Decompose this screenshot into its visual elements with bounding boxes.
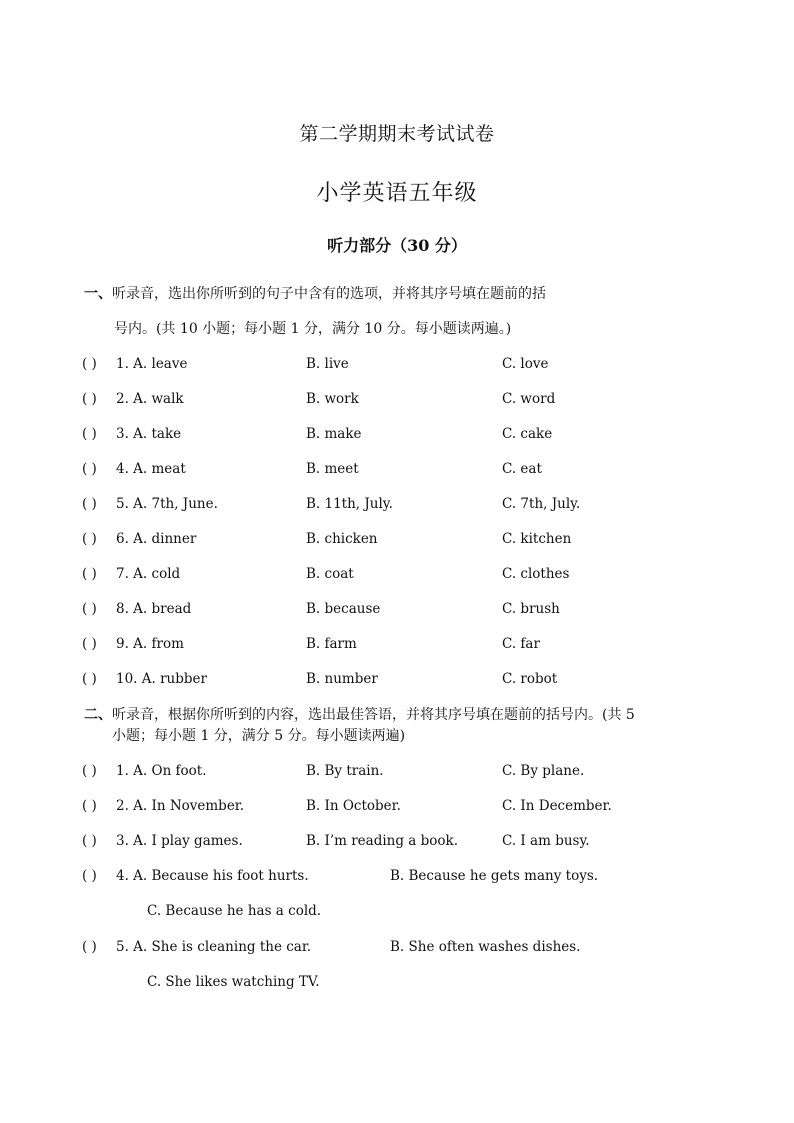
option-a: 2. A. walk xyxy=(116,391,184,407)
option-c: C. robot xyxy=(502,671,558,687)
subject-title: 小学英语五年级 xyxy=(316,181,478,206)
exam-title: 第二学期期末考试试卷 xyxy=(299,123,495,145)
option-b: B. Because he gets many toys. xyxy=(390,868,599,884)
question-row xyxy=(82,528,722,550)
option-c: C. brush xyxy=(502,601,560,617)
question-row xyxy=(82,458,722,480)
option-b: B. make xyxy=(306,426,362,442)
question-row xyxy=(82,423,722,445)
option-b: B. coat xyxy=(306,566,354,582)
option-c: C. She likes watching TV. xyxy=(147,974,320,990)
option-b: B. chicken xyxy=(306,531,378,547)
option-a: 2. A. In November. xyxy=(116,798,245,814)
answer-blank[interactable]: ( ) xyxy=(82,833,97,849)
question-row xyxy=(82,936,722,958)
answer-blank[interactable]: ( ) xyxy=(82,601,97,617)
question-row xyxy=(82,353,722,375)
option-a: 10. A. rubber xyxy=(116,671,207,687)
option-c: C. In December. xyxy=(502,798,612,814)
option-a: 8. A. bread xyxy=(116,601,192,617)
answer-blank[interactable]: ( ) xyxy=(82,531,97,547)
section1-instruction-line1: 听录音，选出你所听到的句子中含有的选项，并将其序号填在题前的括 xyxy=(112,286,546,302)
option-b: B. meet xyxy=(306,461,359,477)
option-c: C. eat xyxy=(502,461,542,477)
option-b: B. By train. xyxy=(306,763,384,779)
section2-instruction-line1: 听录音，根据你所听到的内容，选出最佳答语，并将其序号填在题前的括号内。(共 5 xyxy=(112,707,635,723)
question-row xyxy=(82,795,722,817)
option-b: B. because xyxy=(306,601,381,617)
answer-blank[interactable]: ( ) xyxy=(82,496,97,512)
option-c: C. kitchen xyxy=(502,531,572,547)
option-c: C. 7th, July. xyxy=(502,496,581,512)
option-b: B. live xyxy=(306,356,349,372)
answer-blank[interactable]: ( ) xyxy=(82,356,97,372)
question-row xyxy=(82,598,722,620)
option-b: B. In October. xyxy=(306,798,401,814)
section1-number: 一、 xyxy=(84,286,112,302)
option-a: 4. A. meat xyxy=(116,461,186,477)
question-row xyxy=(82,668,722,690)
answer-blank[interactable]: ( ) xyxy=(82,671,97,687)
option-b: B. I’m reading a book. xyxy=(306,833,459,849)
option-a: 5. A. She is cleaning the car. xyxy=(116,939,312,955)
answer-blank[interactable]: ( ) xyxy=(82,391,97,407)
section1-instruction-line2: 号内。(共 10 小题；每小题 1 分，满分 10 分。每小题读两遍。) xyxy=(114,321,512,337)
option-b: B. number xyxy=(306,671,378,687)
section2-number: 二、 xyxy=(84,707,112,723)
question-row xyxy=(82,865,722,887)
answer-blank[interactable]: ( ) xyxy=(82,763,97,779)
answer-blank[interactable]: ( ) xyxy=(82,566,97,582)
option-a: 1. A. On foot. xyxy=(116,763,207,779)
question-row xyxy=(82,633,722,655)
option-a: 3. A. take xyxy=(116,426,182,442)
option-a: 3. A. I play games. xyxy=(116,833,243,849)
answer-blank[interactable]: ( ) xyxy=(82,461,97,477)
option-b: B. work xyxy=(306,391,359,407)
answer-blank[interactable]: ( ) xyxy=(82,636,97,652)
option-c: C. far xyxy=(502,636,540,652)
question-row xyxy=(82,760,722,782)
option-b: B. 11th, July. xyxy=(306,496,393,512)
answer-blank[interactable]: ( ) xyxy=(82,939,97,955)
option-a: 4. A. Because his foot hurts. xyxy=(116,868,309,884)
answer-blank[interactable]: ( ) xyxy=(82,798,97,814)
option-c: C. clothes xyxy=(502,566,570,582)
question-row xyxy=(82,493,722,515)
option-c: C. love xyxy=(502,356,549,372)
option-a: 1. A. leave xyxy=(116,356,188,372)
option-c: C. cake xyxy=(502,426,553,442)
option-b: B. farm xyxy=(306,636,357,652)
option-c: C. word xyxy=(502,391,556,407)
option-b: B. She often washes dishes. xyxy=(390,939,581,955)
section1-instruction xyxy=(84,283,724,305)
option-a: 7. A. cold xyxy=(116,566,181,582)
option-a: 5. A. 7th, June. xyxy=(116,496,218,512)
option-a: 6. A. dinner xyxy=(116,531,197,547)
question-row xyxy=(82,388,722,410)
option-a: 9. A. from xyxy=(116,636,184,652)
question-row xyxy=(82,563,722,585)
question-row xyxy=(82,830,722,852)
section2-instruction xyxy=(84,704,724,726)
option-c: C. By plane. xyxy=(502,763,585,779)
answer-blank[interactable]: ( ) xyxy=(82,868,97,884)
option-c: C. Because he has a cold. xyxy=(147,903,322,919)
part-title: 听力部分（30 分） xyxy=(327,236,467,255)
option-c: C. I am busy. xyxy=(502,833,590,849)
section2-instruction-line2: 小题；每小题 1 分，满分 5 分。每小题读两遍) xyxy=(112,728,406,744)
answer-blank[interactable]: ( ) xyxy=(82,426,97,442)
